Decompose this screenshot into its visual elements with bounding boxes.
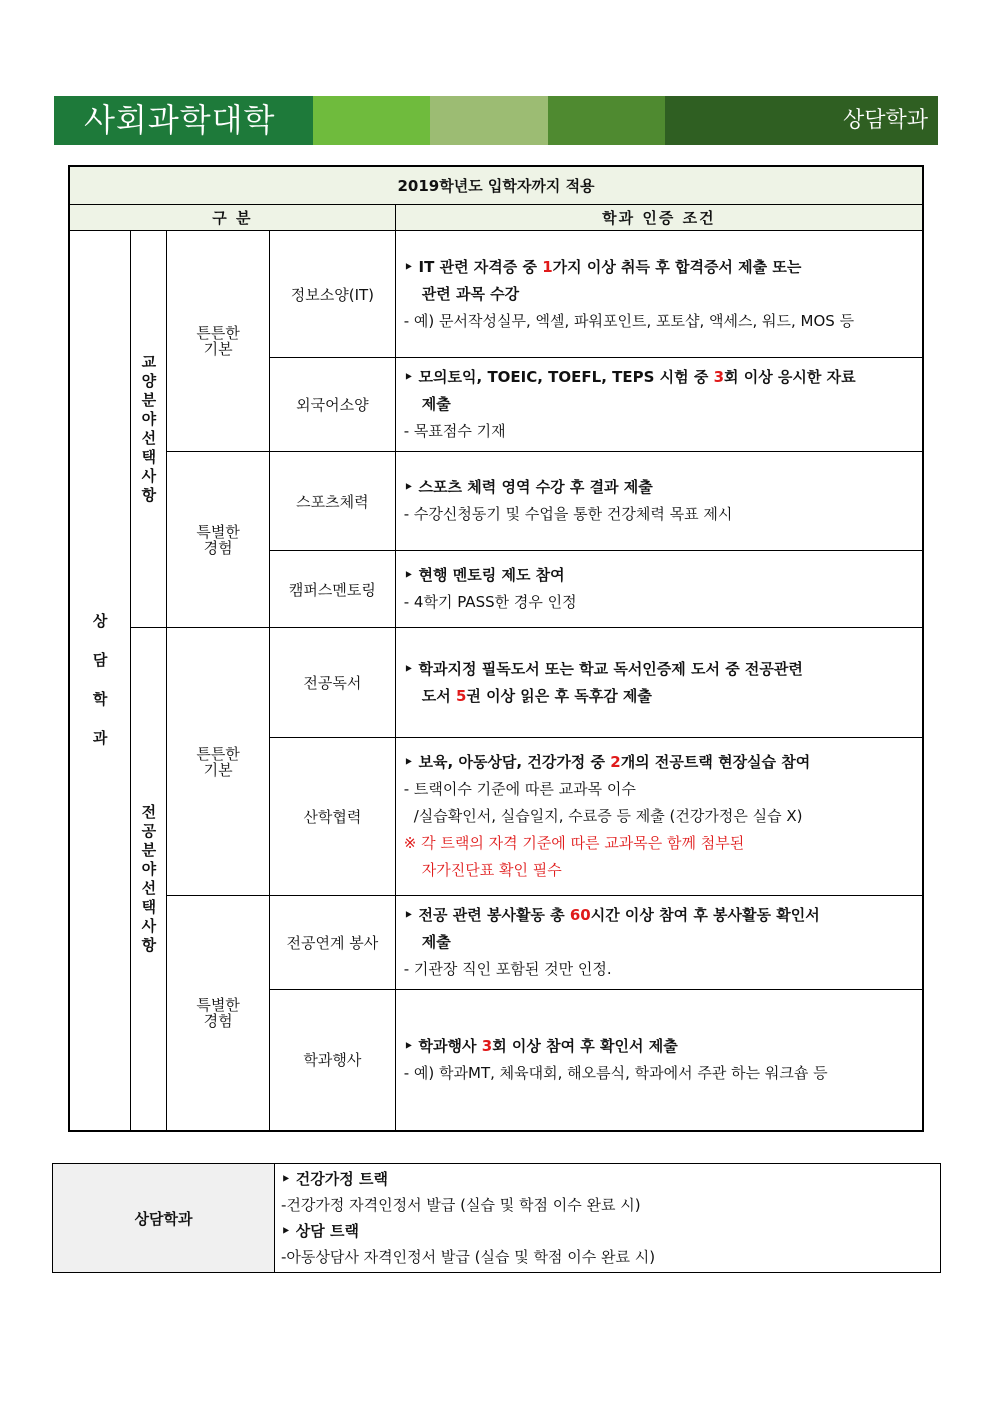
track-family: ‣ 건강가정 트랙: [281, 1170, 388, 1188]
track-table: [52, 1163, 941, 1273]
item-volunteer: 전공연계 봉사: [270, 896, 396, 990]
college-title: 사회과학대학: [84, 101, 276, 139]
condition-language: ‣ 모의토익, TOEIC, TOEFL, TEPS 시험 중 3회 이상 응시한 자료 제출 - 목표점수 기재: [395, 358, 923, 452]
track-details: [275, 1164, 941, 1273]
area-major: [131, 628, 167, 1131]
item-event: 학과행사: [270, 990, 396, 1131]
banner-segment: [548, 96, 665, 145]
item-language: 외국어소양: [270, 358, 396, 452]
condition-event: ‣ 학과행사 3회 이상 참여 후 확인서 제출 - 예) 학과MT, 체육대회, 해오름식, 학과에서 주관 하는 워크숍 등: [395, 990, 923, 1131]
condition-sports: ‣ 스포츠 체력 영역 수강 후 결과 제출 - 수강신청동기 및 수업을 통한 건강체력 목표 제시: [395, 452, 923, 551]
banner-segment: [430, 96, 548, 145]
group-special-liberal: 특별한 경험: [167, 452, 270, 628]
certification-table: [68, 165, 924, 1132]
condition-mentoring: ‣ 현행 멘토링 제도 참여 - 4학기 PASS한 경우 인정: [395, 551, 923, 628]
item-industry: 산학협력: [270, 738, 396, 896]
department-title: 상담학과: [842, 108, 928, 133]
group-special-major: 특별한 경험: [167, 896, 270, 1131]
table-title: 2019학년도 입학자까지 적용: [69, 166, 923, 205]
area-liberal-label: 교양분야 선택사항: [141, 353, 157, 504]
header-condition: 학과 인증 조건: [395, 205, 923, 231]
item-it: 정보소양(IT): [270, 231, 396, 358]
item-mentoring: 캠퍼스멘토링: [270, 551, 396, 628]
condition-it: ‣ IT 관련 자격증 중 1가지 이상 취득 후 합격증서 제출 또는 관련 과목 수강 - 예) 문서작성실무, 엑셀, 파워포인트, 포토샵, 액세스, 워드, MOS 등: [395, 231, 923, 358]
area-major-label: 전공분야 선택사항: [141, 802, 157, 954]
track-department: 상담학과: [53, 1164, 275, 1273]
item-sports: 스포츠체력: [270, 452, 396, 551]
track-counseling: ‣ 상담 트랙: [281, 1222, 359, 1240]
area-liberal: [131, 231, 167, 628]
condition-industry: ‣ 보육, 아동상담, 건강가정 중 2개의 전공트랙 현장실습 참여 - 트랙이수 기준에 따른 교과목 이수 /실습확인서, 실습일지, 수료증 등 제출 (건강가정은 실습 X) ※ 각 트랙의 자격 기준에 따른 교과목은 함께 첨부된 자가진단표 확인 필수: [395, 738, 923, 896]
item-reading: 전공독서: [270, 628, 396, 738]
condition-reading: ‣ 학과지정 필독도서 또는 학교 독서인증제 도서 중 전공관련 도서 5권 이상 읽은 후 독후감 제출: [395, 628, 923, 738]
department-cell: 상 담 학 과: [69, 231, 131, 1131]
track-counseling-desc: -아동상담사 자격인정서 발급 (실습 및 학점 이수 완료 시): [281, 1248, 656, 1266]
header-category: 구 분: [69, 205, 395, 231]
condition-volunteer: ‣ 전공 관련 봉사활동 총 60시간 이상 참여 후 봉사활동 확인서 제출 - 기관장 직인 포함된 것만 인정.: [395, 896, 923, 990]
college-banner: [54, 96, 938, 145]
group-basic-liberal: 튼튼한 기본: [167, 231, 270, 452]
group-basic-major: 튼튼한 기본: [167, 628, 270, 896]
track-family-desc: -건강가정 자격인정서 발급 (실습 및 학점 이수 완료 시): [281, 1196, 641, 1214]
banner-segment: [313, 96, 430, 145]
